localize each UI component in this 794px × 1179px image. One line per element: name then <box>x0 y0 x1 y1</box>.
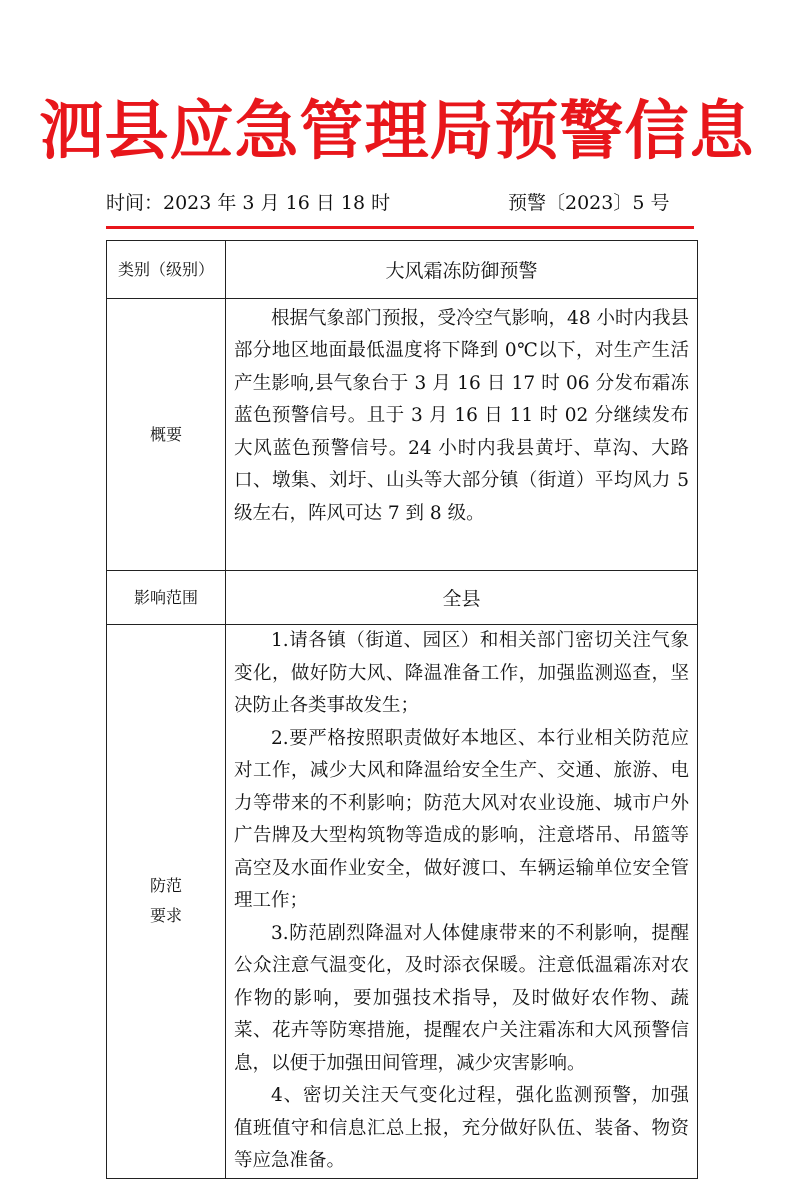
warning-table <box>106 240 698 1179</box>
requirement-item: 3.防范剧烈降温对人体健康带来的不利影响，提醒公众注意气温变化，及时添衣保暖。注意低温霜冻对农作物的影响，要加强技术指导，及时做好农作物、蔬菜、花卉等防寒措施，提醒农户关注霜冻和大风预警信息，以便于加强田间管理，减少灾害影响。 <box>234 922 689 1074</box>
warning-number: 预警〔2023〕5 号 <box>508 192 670 214</box>
page-title: 泗县应急管理局预警信息 <box>39 94 755 169</box>
requirements-label <box>107 625 226 1179</box>
category-value: 大风霜冻防御预警 <box>226 241 698 299</box>
requirement-item: 2.要严格按照职责做好本地区、本行业相关防范应对工作，减少大风和降温给安全生产、交通、旅游、电力等带来的不利影响；防范大风对农业设施、城市户外广告牌及大型构筑物等造成的影响，注意塔吊、吊篮等高空及水面作业安全，做好渡口、车辆运输单位安全管理工作； <box>234 727 689 911</box>
scope-label: 影响范围 <box>107 571 226 625</box>
row-summary <box>107 299 698 571</box>
requirements-label-line1: 防范 <box>149 876 182 896</box>
row-category <box>107 241 698 299</box>
category-label: 类别（级别） <box>107 241 226 299</box>
issue-time: 时间：2023 年 3 月 16 日 18 时 <box>106 192 391 214</box>
title-divider <box>106 226 694 229</box>
summary-label: 概要 <box>107 299 226 571</box>
summary-cell <box>226 299 698 571</box>
row-requirements <box>107 625 698 1179</box>
requirements-cell <box>226 625 698 1179</box>
summary-text: 根据气象部门预报，受冷空气影响，48 小时内我县部分地区地面最低温度将下降到 0℃以下，对生产生活产生影响,县气象台于 3 月 16 日 17 时 06 分发布霜冻蓝色预警信号。且于 3 月 16 日 11 时 02 分继续发布大风蓝色预警信号。24 小时内我县黄圩、草沟、大路口、墩集、刘圩、山头等大部分镇（街道）平均风力 5 级左右，阵风可达 7 到 8 级。 <box>234 307 689 524</box>
requirements-label-line2: 要求 <box>149 906 182 926</box>
row-scope <box>107 571 698 625</box>
requirement-item: 4、密切关注天气变化过程，强化监测预警，加强值班值守和信息汇总上报，充分做好队伍、装备、物资等应急准备。 <box>234 1085 689 1171</box>
scope-value: 全县 <box>226 571 698 625</box>
requirement-item: 1.请各镇（街道、园区）和相关部门密切关注气象变化，做好防大风、降温准备工作，加强监测巡查，坚决防止各类事故发生； <box>234 630 689 716</box>
